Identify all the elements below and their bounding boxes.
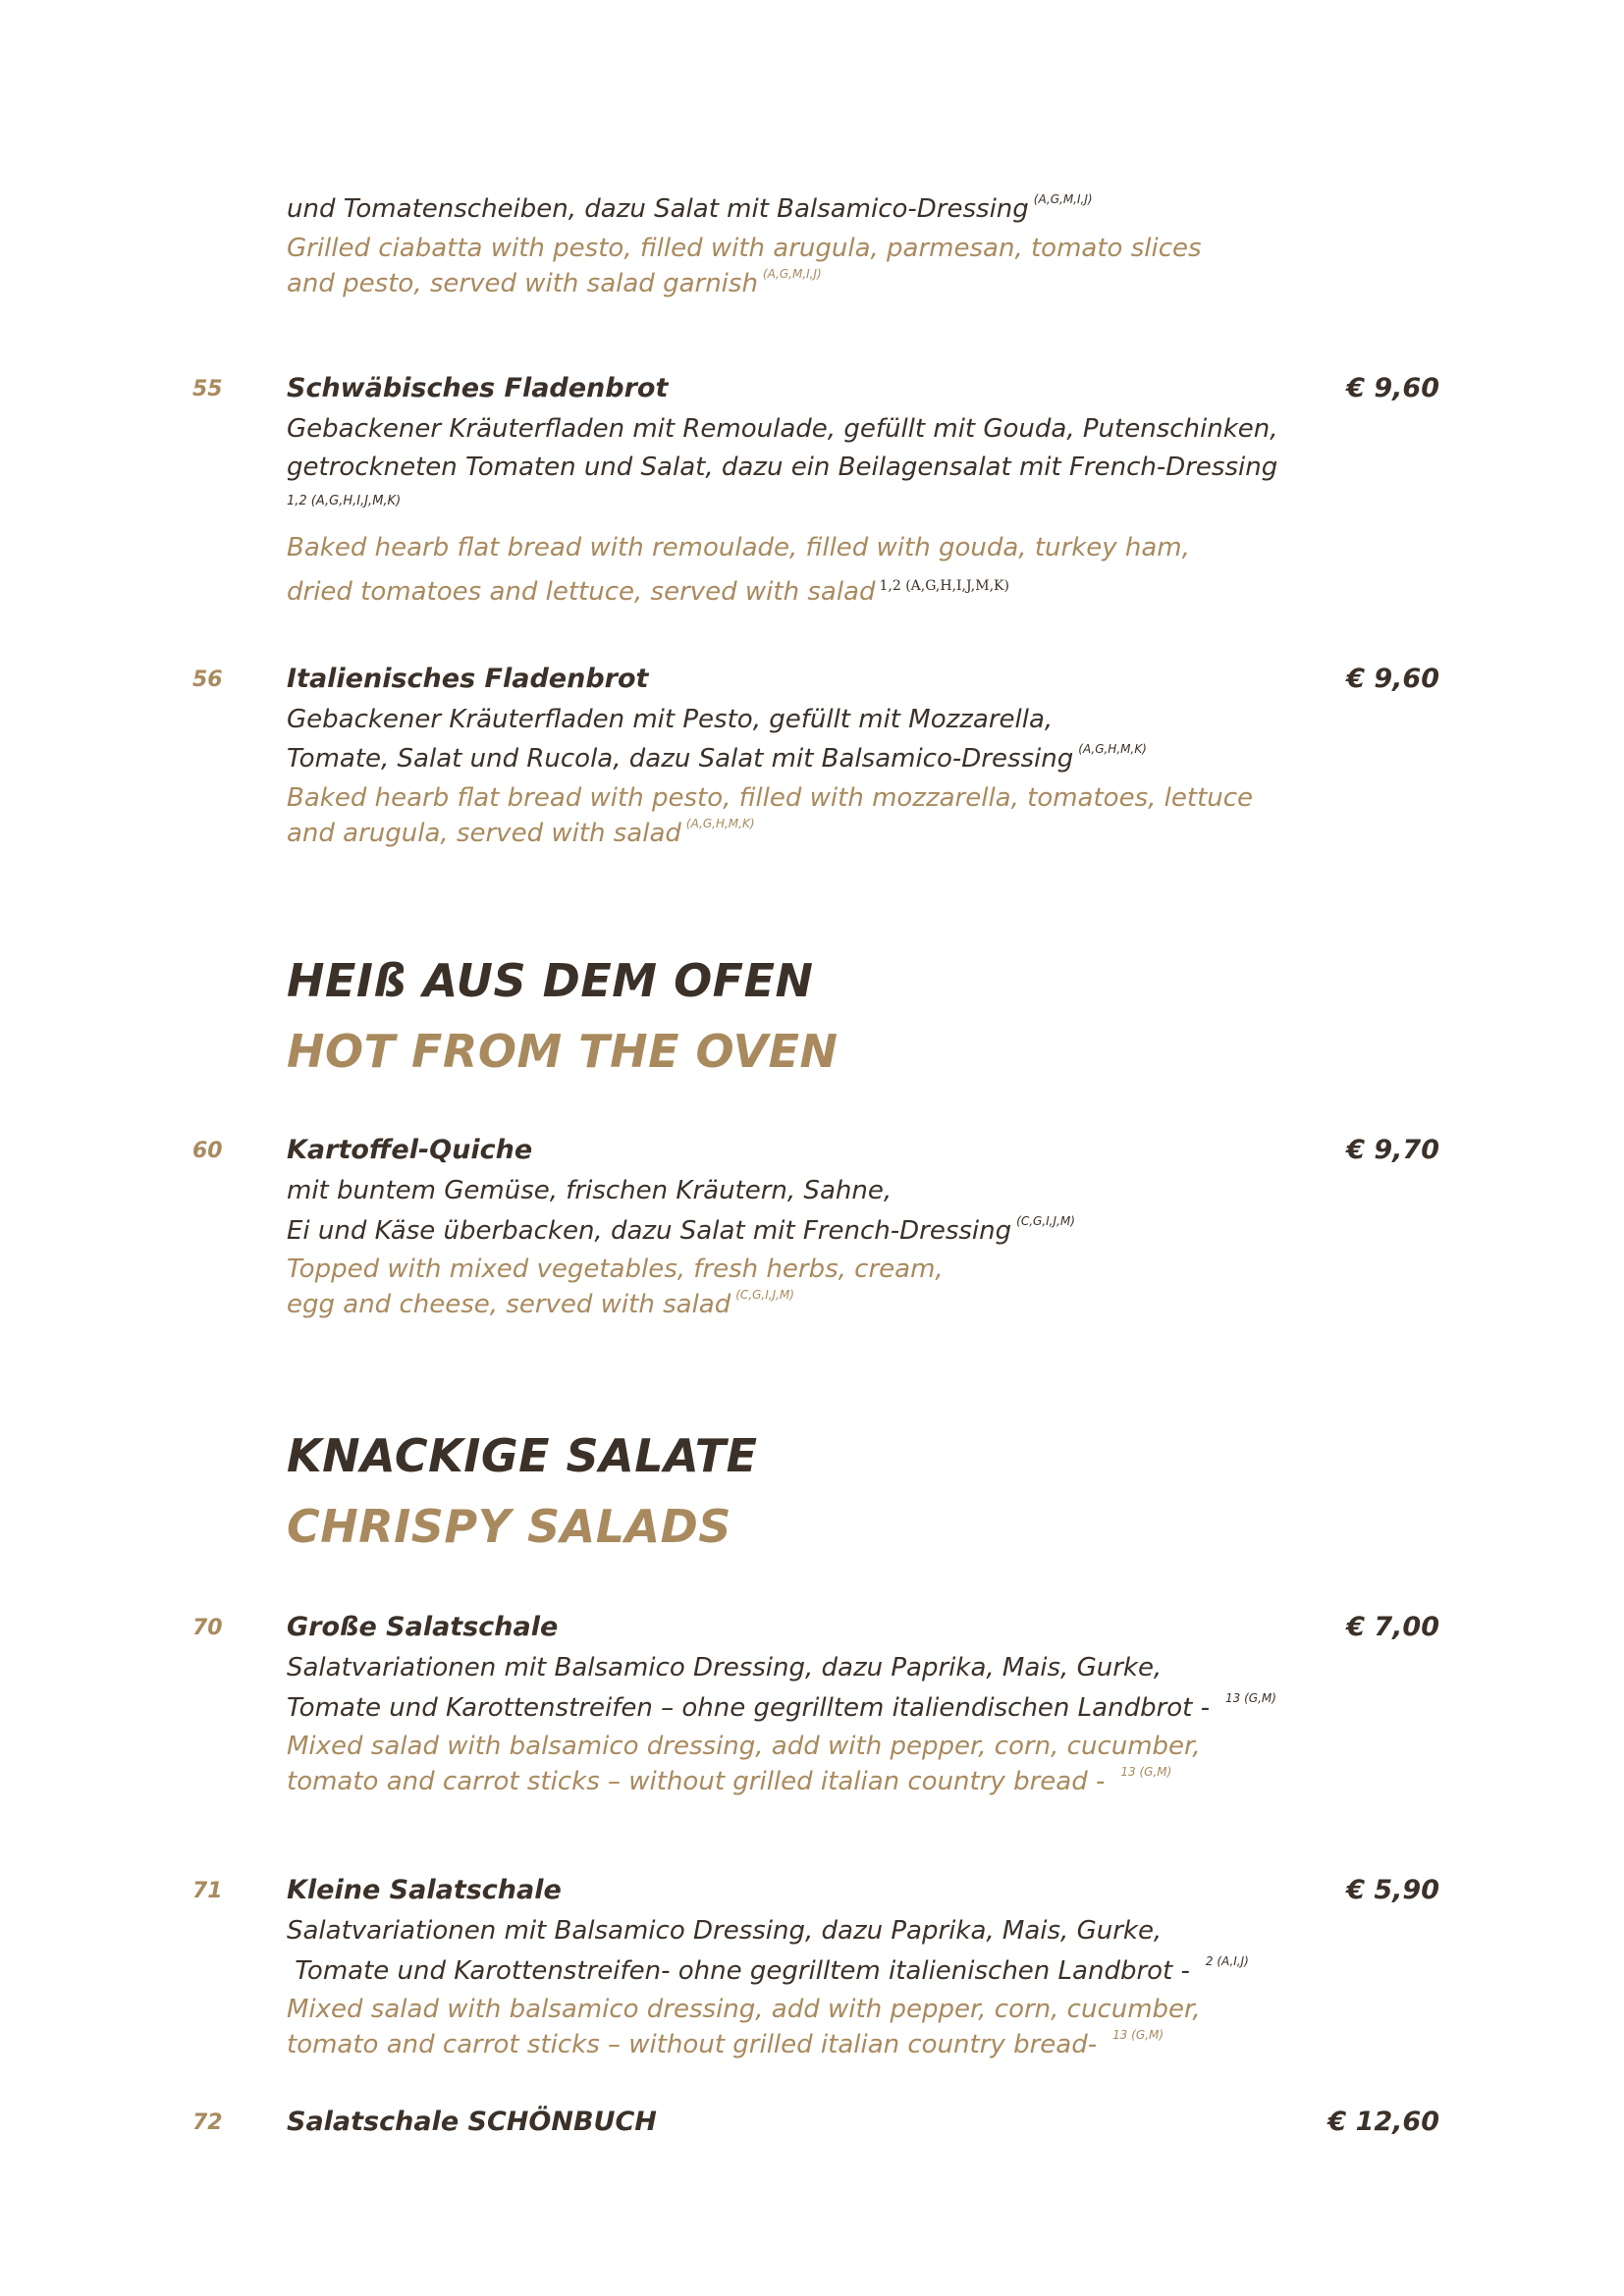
item-number: 71 [192,1879,223,1903]
allergen-note: (C,G,I,J,M) [735,1288,794,1302]
item-description-de-text: Tomate, Salat und Rucola, dazu Salat mit Balsamico-Dressing [287,744,1074,774]
item-description-en-text: and arugula, served with salad [287,819,681,848]
item-description-de [287,1691,1276,1723]
allergen-note: 13 (G,M) [1225,1691,1276,1705]
item-description-en: Baked hearb flat bread with pesto, filled with mozzarella, tomatoes, lettuce [287,783,1254,813]
item-description-en: Topped with mixed vegetables, fresh herbs, cream, [287,1255,944,1284]
item-description-de [287,742,1147,774]
item-number: 72 [192,2110,223,2135]
item-description-en: Baked hearb flat bread with remoulade, filled with gouda, turkey ham, [287,533,1190,562]
item-description-en-text: tomato and carrot sticks – without grilled italian country bread- [287,2030,1098,2059]
item-title: Kartoffel-Quiche [287,1135,533,1165]
item-number: 60 [192,1139,223,1163]
item-number: 70 [192,1616,223,1640]
item-price: € 9,70 [1346,1135,1439,1165]
intro-en-line-2 [287,267,822,298]
item-number: 55 [192,377,223,401]
allergen-note: (A,G,M,I,J) [1033,192,1093,206]
intro-de-text: und Tomatenscheiben, dazu Salat mit Balsamico-Dressing [287,194,1029,224]
section-heading-de: KNACKIGE SALATE [287,1429,758,1482]
allergen-note: 1,2 (A,G,H,I,J,M,K) [879,578,1009,594]
item-description-de-text: Tomate und Karottenstreifen- ohne gegrilltem italienischen Landbrot - [287,1956,1190,1986]
allergen-note: 13 (G,M) [1120,1765,1172,1779]
item-description-en: Mixed salad with balsamico dressing, add with pepper, corn, cucumber, [287,1732,1201,1761]
item-description-de: getrockneten Tomaten und Salat, dazu ein Beilagensalat mit French-Dressing [287,453,1278,482]
item-description-de [287,1954,1249,1986]
item-description-en [287,577,1009,607]
allergen-note: (A,G,H,M,K) [1078,742,1147,756]
allergen-note: (C,G,I,J,M) [1016,1214,1075,1228]
section-heading-de: HEIß AUS DEM OFEN [287,954,814,1007]
item-description-de: Salatvariationen mit Balsamico Dressing, dazu Paprika, Mais, Gurke, [287,1916,1163,1946]
item-description-de: Gebackener Kräuterfladen mit Pesto, gefüllt mit Mozzarella, [287,705,1054,734]
item-description-de [287,1214,1075,1246]
item-number: 56 [192,667,223,692]
item-description-de: Salatvariationen mit Balsamico Dressing, dazu Paprika, Mais, Gurke, [287,1653,1163,1682]
item-description-de-text: Ei und Käse überbacken, dazu Salat mit French-Dressing [287,1216,1012,1246]
item-description-de-text: Tomate und Karottenstreifen – ohne gegrilltem italiendischen Landbrot - [287,1693,1211,1723]
item-price: € 12,60 [1327,2107,1439,2137]
item-description-en-text: egg and cheese, served with salad [287,1290,731,1319]
intro-en-line-1: Grilled ciabatta with pesto, filled with arugula, parmesan, tomato slices [287,234,1202,263]
allergen-note: 1,2 (A,G,H,I,J,M,K) [287,494,402,508]
item-description-de: mit buntem Gemüse, frischen Kräutern, Sahne, [287,1176,893,1205]
item-title: Italienisches Fladenbrot [287,664,649,694]
item-description-en [287,2028,1164,2059]
allergen-note: 13 (G,M) [1112,2028,1164,2042]
item-description-en [287,1765,1171,1796]
item-price: € 9,60 [1346,664,1439,694]
item-price: € 9,60 [1346,373,1439,403]
allergen-note: (A,G,H,M,K) [685,817,755,830]
item-description-en [287,817,755,848]
allergen-note: 2 (A,I,J) [1205,1954,1249,1968]
item-title: Salatschale SCHÖNBUCH [287,2107,657,2137]
item-description-en [287,1288,794,1319]
item-description-de: Gebackener Kräuterfladen mit Remoulade, gefüllt mit Gouda, Putenschinken, [287,414,1278,444]
item-description-en-text: dried tomatoes and lettuce, served with salad [287,577,876,607]
item-title: Schwäbisches Fladenbrot [287,373,669,403]
intro-de-line [287,192,1093,224]
item-title: Große Salatschale [287,1612,559,1642]
intro-en-text: and pesto, served with salad garnish [287,269,758,298]
item-title: Kleine Salatschale [287,1875,562,1905]
item-price: € 5,90 [1346,1875,1439,1905]
item-price: € 7,00 [1346,1612,1439,1642]
item-description-en: Mixed salad with balsamico dressing, add with pepper, corn, cucumber, [287,1995,1201,2024]
item-description-en-text: tomato and carrot sticks – without grilled italian country bread - [287,1767,1106,1796]
section-heading-en: HOT FROM THE OVEN [287,1025,839,1078]
section-heading-en: CHRISPY SALADS [287,1500,731,1553]
allergen-note: (A,G,M,I,J) [762,267,822,281]
